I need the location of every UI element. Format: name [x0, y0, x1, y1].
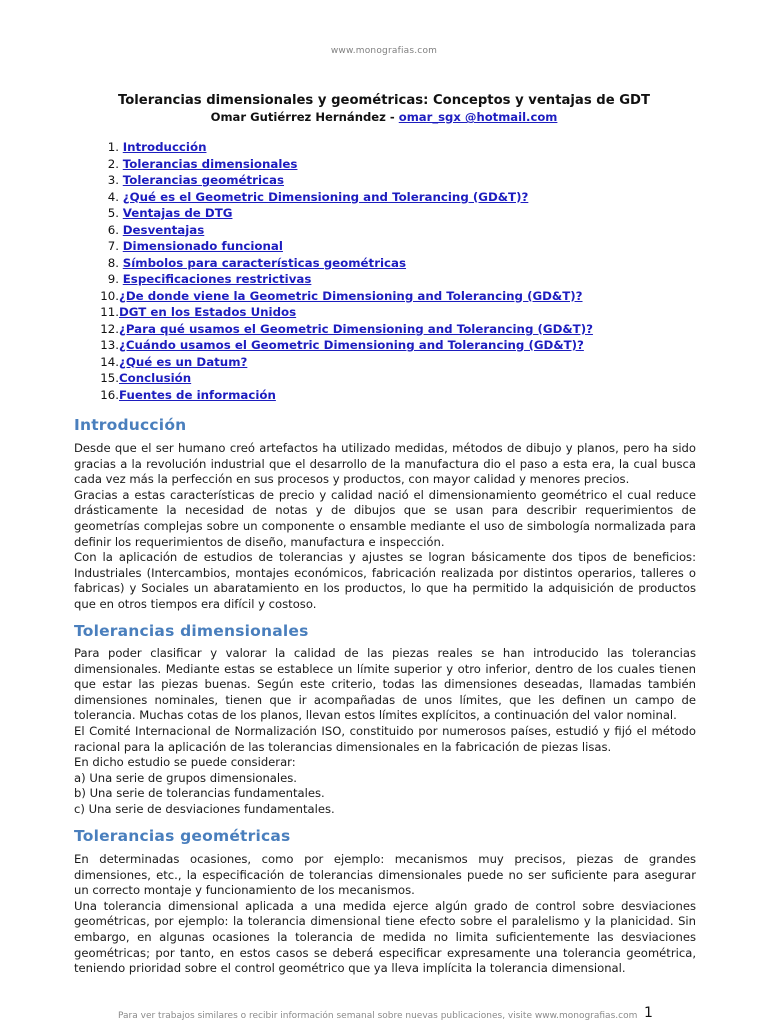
section-body-tolerancias-geometricas	[74, 852, 696, 977]
paragraph: En dicho estudio se puede considerar:	[74, 755, 296, 770]
toc-item	[96, 255, 593, 272]
toc-item	[96, 321, 593, 338]
toc-number: 1.	[107, 140, 119, 154]
toc-number: 11.	[100, 305, 119, 319]
toc-link[interactable]: ¿De donde viene la Geometric Dimensioning and Tolerancing (GD&T)?	[119, 288, 583, 303]
toc-number: 14.	[100, 354, 119, 369]
toc-link[interactable]: ¿Qué es el Geometric Dimensioning and Tolerancing (GD&T)?	[122, 189, 529, 204]
toc-link[interactable]: Fuentes de información	[119, 387, 276, 402]
toc-item	[96, 156, 593, 173]
toc-item	[96, 238, 593, 255]
toc-item	[96, 139, 593, 156]
toc-number: 10.	[100, 288, 119, 303]
toc-link[interactable]: Especificaciones restrictivas	[122, 272, 312, 286]
paragraph: Desde que el ser humano creó artefactos ha utilizado medidas, métodos de dibujo y planos, pero ha sido gracias a la revolución industrial que el desarrollo de la manufactura dio el paso a esta era, la cual busca cada vez más la perfección en sus procesos y productos, con mayor calidad y menores precios.	[74, 441, 696, 487]
author-email-link[interactable]: omar_sgx @hotmail.com	[398, 110, 558, 124]
toc-link[interactable]: Desventajas	[122, 222, 205, 237]
toc-link[interactable]: Símbolos para características geométricas	[122, 255, 407, 270]
toc-link[interactable]: Ventajas de DTG	[122, 206, 233, 220]
toc-link[interactable]: ¿Cuándo usamos el Geometric Dimensioning and Tolerancing (GD&T)?	[119, 338, 584, 352]
toc-link[interactable]: ¿Para qué usamos el Geometric Dimensioning and Tolerancing (GD&T)?	[119, 321, 593, 336]
toc-number: 3.	[107, 173, 119, 187]
section-heading-introduccion: Introducción	[74, 416, 187, 434]
list-line: a) Una serie de grupos dimensionales.	[74, 770, 297, 785]
toc-item	[96, 387, 593, 404]
section-body-introduccion	[74, 441, 696, 613]
list-line: c) Una serie de desviaciones fundamentales.	[74, 801, 335, 816]
toc-item	[96, 370, 593, 387]
section-body-tolerancias-dimensionales	[74, 646, 696, 818]
toc-number: 15.	[100, 371, 119, 385]
toc-item	[96, 205, 593, 222]
paragraph: Una tolerancia dimensional aplicada a una medida ejerce algún grado de control sobre desviaciones geométricas, por ejemplo: la tolerancia dimensional tiene efecto sobre el paralelismo y la planicidad. Sin embargo, en algunas ocasiones la tolerancia de medida no limita suficientemente las desviaciones geométricas; por tanto, en estos casos se deberá especificar expresamente una tolerancia geométrica, teniendo prioridad sobre el control geométrico que ya lleva implícita la tolerancia dimensional.	[74, 898, 696, 976]
toc-item	[96, 172, 593, 189]
paragraph: En determinadas ocasiones, como por ejemplo: mecanismos muy precisos, piezas de grandes dimensiones, etc., la especificación de tolerancias dimensionales puede no ser suficiente para asegurar un correcto montaje y funcionamiento de los mecanismos.	[74, 852, 696, 898]
list-line: b) Una serie de tolerancias fundamentales.	[74, 786, 325, 801]
toc-item	[96, 354, 593, 371]
toc-number: 7.	[107, 239, 119, 253]
toc-link[interactable]: Introducción	[122, 140, 207, 154]
toc-number: 9.	[107, 272, 119, 286]
toc-link[interactable]: Tolerancias dimensionales	[122, 156, 298, 171]
document-title: Tolerancias dimensionales y geométricas: Conceptos y ventajas de GDT	[117, 93, 651, 108]
header-site-url: www.monografias.com	[330, 46, 438, 56]
paragraph: El Comité Internacional de Normalización ISO, constituido por numerosos países, estudió y fijó el método racional para la aplicación de las tolerancias dimensionales en la fabricación de piezas lisas.	[74, 723, 696, 754]
toc-number: 12.	[100, 321, 119, 336]
toc-item	[96, 337, 593, 354]
toc-item	[96, 271, 593, 288]
toc-link[interactable]: Dimensionado funcional	[122, 239, 283, 253]
toc-link[interactable]: ¿Qué es un Datum?	[119, 354, 248, 369]
paragraph: Con la aplicación de estudios de tolerancias y ajustes se logran básicamente dos tipos de beneficios: Industriales (Intercambios, montajes económicos, fabricación realizada por distintos operarios, talleres o fabricas) y Sociales un abaratamiento en los productos, lo que ha permitido la adquisición de productos que en otros tiempos era difícil y costoso.	[74, 550, 696, 611]
paragraph: Gracias a estas características de precio y calidad nació el dimensionamiento geométrico el cual reduce drásticamente la necesidad de notas y de dibujos que se usan para describir requerimientos de geometrías complejas sobre un componente o ensamble mediante el uso de simbología normalizada para definir los requerimientos de diseño, manufactura e inspección.	[74, 487, 696, 549]
toc-number: 6.	[107, 222, 119, 237]
toc-number: 13.	[100, 338, 119, 352]
toc-item	[96, 222, 593, 239]
toc-number: 4.	[107, 189, 119, 204]
section-heading-tolerancias-geometricas: Tolerancias geométricas	[74, 827, 291, 845]
toc-link[interactable]: Tolerancias geométricas	[122, 173, 285, 187]
toc-item	[96, 288, 593, 305]
toc-link[interactable]: Conclusión	[119, 371, 192, 385]
toc-number: 5.	[107, 206, 119, 220]
page-number: 1	[644, 1005, 653, 1021]
table-of-contents	[96, 139, 593, 403]
paragraph: Para poder clasificar y valorar la calidad de las piezas reales se han introducido las tolerancias dimensionales. Mediante estas se establece un límite superior y otro inferior, dentro de los cuales tienen que estar las piezas buenas. Según este criterio, todas las dimensiones deseadas, llamadas también dimensiones nominales, tienen que ir acompañadas de unos límites, que les definen un campo de tolerancia. Muchas cotas de los planos, llevan estos límites explícitos, a continuación del valor nominal.	[74, 646, 696, 723]
toc-number: 16.	[100, 387, 119, 402]
footer-text: Para ver trabajos similares o recibir información semanal sobre nuevas publicaciones, visite www.monografias.com	[118, 1011, 638, 1021]
author-line	[0, 110, 768, 124]
toc-item	[96, 304, 593, 321]
toc-item	[96, 189, 593, 206]
toc-number: 2.	[107, 156, 119, 171]
section-heading-tolerancias-dimensionales: Tolerancias dimensionales	[74, 622, 309, 640]
author-name: Omar Gutiérrez Hernández -	[210, 110, 399, 124]
toc-link[interactable]: DGT en los Estados Unidos	[119, 305, 297, 319]
toc-number: 8.	[107, 255, 119, 270]
